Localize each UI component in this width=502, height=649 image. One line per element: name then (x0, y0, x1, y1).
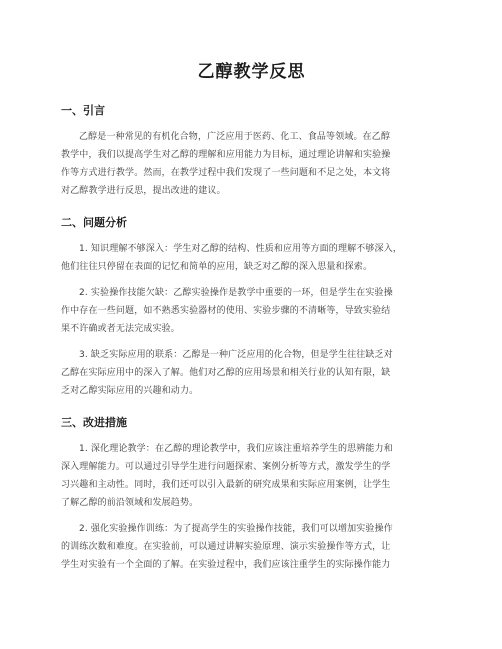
paragraph-line: 2. 实验操作技能欠缺：乙醇实验操作是教学中重要的一环，但是学生在实验操 (79, 288, 393, 298)
paragraph-line: 了解乙醇的前沿领域和发展趋势。 (61, 498, 199, 508)
paragraph-line: 对乙醇教学进行反思，提出改进的建议。 (61, 186, 226, 196)
paragraph-line: 学生对实验有一个全面的了解。在实验过程中，我们应该注重学生的实际操作能力 (61, 560, 391, 570)
paragraph (61, 240, 442, 276)
paragraph (61, 284, 442, 338)
section-introduction (61, 104, 442, 200)
paragraph-line: 教学中，我们以提高学生对乙醇的理解和应用能力为目标，通过理论讲解和实验操 (61, 150, 391, 160)
paragraph-line: 深入理解能力。可以通过引导学生进行问题探索、案例分析等方式，激发学生的学 (61, 462, 391, 472)
paragraph-line: 2. 强化实验操作训练：为了提高学生的实验操作技能，我们可以增加实验操作 (79, 524, 393, 534)
paragraph-line: 乙醇在实际应用中的深入了解。他们对乙醇的应用场景和相关行业的认知有限，缺 (61, 368, 391, 378)
paragraph (61, 520, 442, 574)
paragraph-line: 他们往往只停留在表面的记忆和简单的应用，缺乏对乙醇的深入思量和探索。 (61, 262, 373, 272)
paragraph-line: 的训练次数和难度。在实验前，可以通过讲解实验原理、演示实验操作等方式，让 (61, 542, 391, 552)
paragraph-line: 习兴趣和主动性。同时，我们还可以引入最新的研究成果和实际应用案例，让学生 (61, 480, 391, 490)
paragraph-line: 果不许确或者无法完成实验。 (61, 324, 180, 334)
paragraph (61, 346, 442, 400)
paragraph-line: 1. 深化理论教学：在乙醇的理论教学中，我们应该注重培养学生的思辨能力和 (79, 444, 393, 454)
paragraph (61, 128, 442, 200)
paragraph-line: 3. 缺乏实际应用的联系：乙醇是一种广泛应用的化合物，但是学生往往缺乏对 (79, 350, 393, 360)
paragraph-line: 作中存在一些问题，如不熟悉实验器材的使用、实验步骤的不清晰等，导致实验结 (61, 306, 391, 316)
section-heading: 一、引言 (61, 104, 105, 117)
section-heading: 三、改进措施 (61, 416, 127, 429)
section-improvement-measures (61, 416, 442, 574)
document-title: 乙醇教学反思 (197, 62, 306, 82)
paragraph-line: 1. 知识理解不够深入：学生对乙醇的结构、性质和应用等方面的理解不够深入， (79, 244, 402, 254)
paragraph-line: 作等方式进行教学。然而，在教学过程中我们发现了一些问题和不足之处，本文将 (61, 168, 391, 178)
paragraph (61, 440, 442, 512)
section-heading: 二、问题分析 (61, 216, 127, 229)
paragraph-line: 乏对乙醇实际应用的兴趣和动力。 (61, 386, 199, 396)
section-problem-analysis (61, 216, 442, 400)
paragraph-line: 乙醇是一种常见的有机化合物，广泛应用于医药、化工、食品等领域。在乙醇 (79, 132, 391, 142)
